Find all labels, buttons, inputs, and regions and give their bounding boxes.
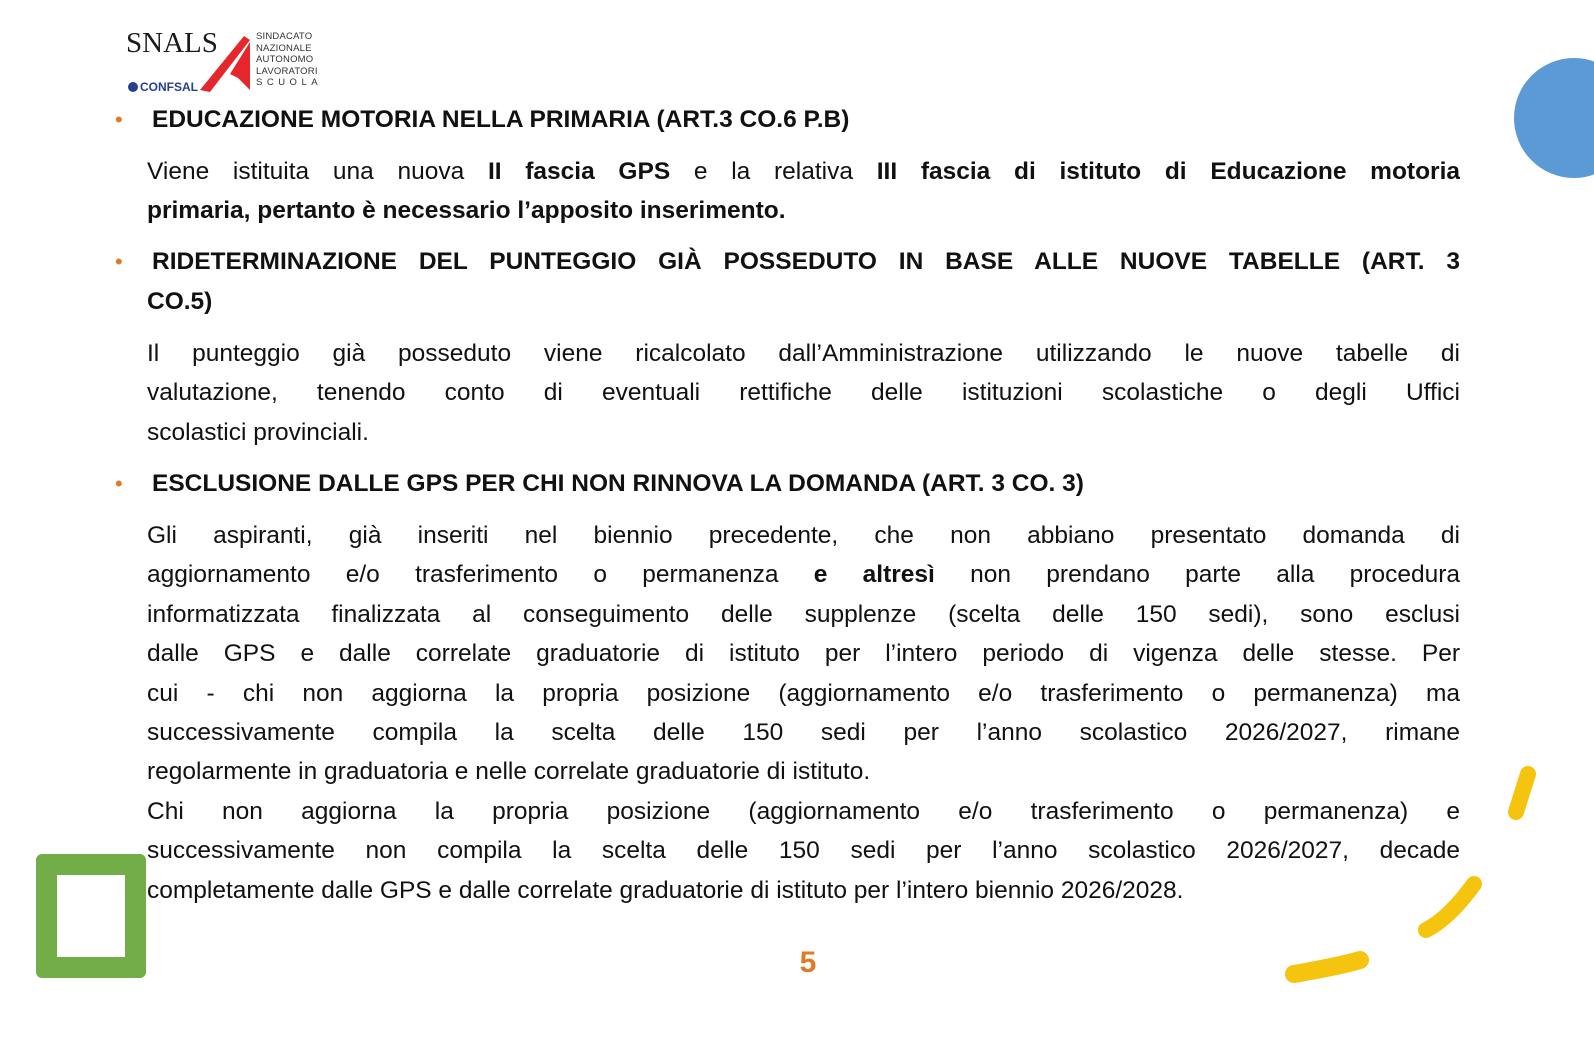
- heading-line: RIDETERMINAZIONE DEL PUNTEGGIO GIÀ POSSEDUTO IN BASE ALLE NUOVE TABELLE (ART. 3: [152, 248, 1460, 275]
- logo-confsal-label: CONFSAL: [140, 80, 198, 94]
- logo-subtitle-line: NAZIONALE: [256, 42, 312, 54]
- body-line: Chi non aggiorna la propria posizione (aggiornamento e/o trasferimento o permanenza) e: [147, 797, 1460, 825]
- snals-logo: [126, 28, 336, 100]
- logo-subtitle-line: AUTONOMO: [256, 54, 314, 65]
- bullet-icon: •: [115, 107, 123, 132]
- section-body: [147, 334, 1460, 452]
- text-run: aggiornamento e/o trasferimento o permanenza: [147, 561, 814, 589]
- decorative-green-square: [36, 854, 146, 978]
- bold-run: III fascia di istituto di Educazione motoria: [876, 158, 1461, 185]
- body-line: scolastici provinciali.: [147, 418, 369, 446]
- body-line: Il punteggio già posseduto viene ricalcolato dall’Amministrazione utilizzando le nuove tabelle di: [147, 340, 1460, 367]
- section-heading-continued: CO.5): [147, 288, 213, 315]
- text-run: Viene istituita una nuova: [147, 158, 488, 185]
- body-line: cui - chi non aggiorna la propria posizione (aggiornamento e/o trasferimento o permanenza) ma: [147, 679, 1460, 707]
- logo-subtitle-line: SCUOLA: [256, 77, 323, 88]
- section-body: [147, 152, 1460, 231]
- decorative-blue-circle: [1514, 58, 1594, 178]
- logo-subtitle: [256, 31, 322, 89]
- body-line: regolarmente in graduatoria e nelle correlate graduatorie di istituto.: [147, 758, 871, 786]
- body-line: [147, 555, 1460, 594]
- body-line: Gli aspiranti, già inseriti nel biennio precedente, che non abbiano presentato domanda di: [147, 522, 1460, 549]
- bullet-icon: •: [115, 249, 123, 274]
- bullet-icon: •: [115, 471, 123, 496]
- bold-run: e altresì: [813, 561, 935, 589]
- section-heading: [152, 242, 1460, 282]
- body-line: dalle GPS e dalle correlate graduatorie di istituto per l’intero periodo di vigenza delle stesse. Per: [147, 640, 1460, 668]
- text-run: e la relativa: [670, 158, 877, 185]
- body-line: successivamente compila la scelta delle 150 sedi per l’anno scolastico 2026/2027, rimane: [147, 719, 1460, 747]
- bold-run: II fascia GPS: [487, 158, 671, 185]
- text-run: non prendano parte alla procedura: [934, 561, 1460, 589]
- section-heading: EDUCAZIONE MOTORIA NELLA PRIMARIA (ART.3 CO.6 P.B): [152, 106, 850, 133]
- logo-subtitle-line: SINDACATO: [256, 31, 313, 42]
- section-body: [147, 516, 1460, 910]
- page-number: 5: [799, 946, 817, 979]
- body-line: [147, 152, 1460, 191]
- logo-subtitle-line: LAVORATORI: [256, 65, 318, 77]
- body-line: valutazione, tenendo conto di eventuali rettifiche delle istituzioni scolastiche o degli Uffici: [147, 379, 1460, 407]
- logo-wordmark: SNALS: [126, 27, 218, 59]
- body-line: informatizzata finalizzata al conseguimento delle supplenze (scelta delle 150 sedi), sono esclusi: [147, 600, 1460, 628]
- body-line: successivamente non compila la scelta delle 150 sedi per l’anno scolastico 2026/2027, decade: [147, 837, 1460, 865]
- bold-run: primaria, pertanto è necessario l’apposito inserimento.: [147, 197, 786, 225]
- confsal-icon: [128, 82, 138, 92]
- logo-confsal: [128, 80, 198, 94]
- body-line: [147, 191, 1460, 230]
- body-line: completamente dalle GPS e dalle correlate graduatorie di istituto per l’intero biennio 2026/2028.: [147, 876, 1184, 904]
- section-heading: ESCLUSIONE DALLE GPS PER CHI NON RINNOVA LA DOMANDA (ART. 3 CO. 3): [152, 470, 1084, 497]
